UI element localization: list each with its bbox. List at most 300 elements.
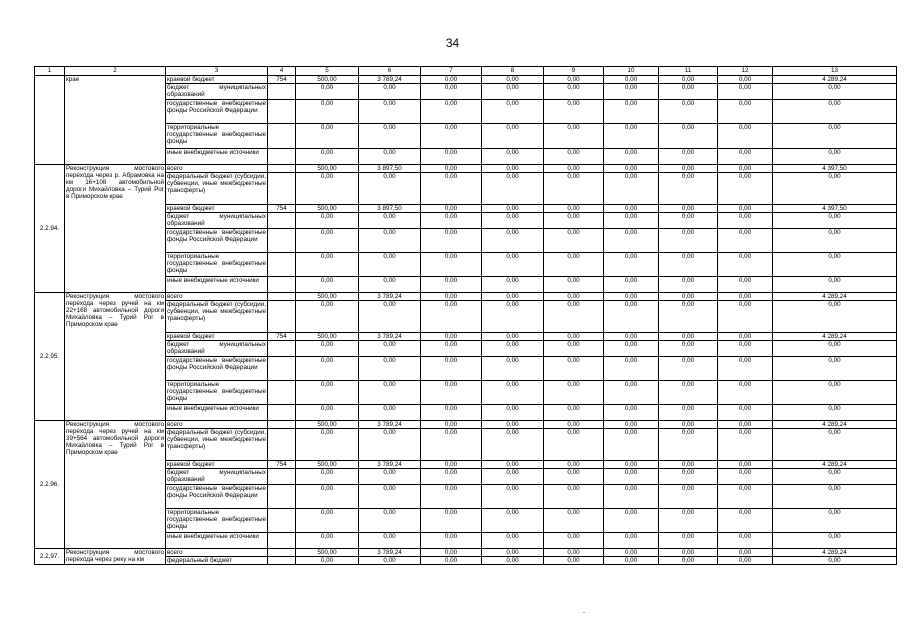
amount-cell: 0,00 xyxy=(482,277,544,293)
header-cell: 4 xyxy=(268,67,296,76)
header-cell: 9 xyxy=(544,67,604,76)
amount-cell: 0,00 xyxy=(773,124,897,149)
amount-cell: 0,00 xyxy=(773,213,897,229)
responsible-code-cell xyxy=(268,293,296,301)
amount-cell: 3 897,50 xyxy=(359,205,421,213)
amount-cell: 0,00 xyxy=(482,301,544,333)
responsible-code-cell xyxy=(268,469,296,485)
amount-cell: 0,00 xyxy=(544,405,604,421)
amount-cell: 0,00 xyxy=(773,229,897,253)
amount-cell: 0,00 xyxy=(604,173,659,205)
amount-cell: 0,00 xyxy=(604,165,659,173)
amount-cell: 0,00 xyxy=(544,421,604,429)
responsible-code-cell xyxy=(268,277,296,293)
amount-cell: 0,00 xyxy=(296,277,359,293)
amount-cell: 0,00 xyxy=(421,421,482,429)
amount-cell: 0,00 xyxy=(482,149,544,165)
amount-cell: 0,00 xyxy=(718,229,773,253)
responsible-code-cell xyxy=(268,253,296,277)
responsible-code-cell: 754 xyxy=(268,205,296,213)
amount-cell: 0,00 xyxy=(359,381,421,405)
amount-cell: 0,00 xyxy=(359,253,421,277)
amount-cell: 0,00 xyxy=(604,421,659,429)
amount-cell: 0,00 xyxy=(718,173,773,205)
amount-cell: 0,00 xyxy=(359,341,421,357)
amount-cell: 0,00 xyxy=(421,333,482,341)
amount-cell: 0,00 xyxy=(544,469,604,485)
amount-cell: 0,00 xyxy=(482,357,544,381)
amount-cell: 0,00 xyxy=(359,533,421,549)
amount-cell: 0,00 xyxy=(296,84,359,100)
amount-cell: 3 789,24 xyxy=(359,76,421,84)
amount-cell: 0,00 xyxy=(604,213,659,229)
amount-cell: 0,00 xyxy=(604,429,659,461)
amount-cell: 0,00 xyxy=(296,341,359,357)
amount-cell: 0,00 xyxy=(421,173,482,205)
amount-cell: 0,00 xyxy=(421,509,482,533)
amount-cell: 4 289,24 xyxy=(773,461,897,469)
funding-source-cell: государственные внебюджетные фонды Российской Федерации xyxy=(166,100,268,124)
amount-cell: 0,00 xyxy=(359,485,421,509)
amount-cell: 0,00 xyxy=(718,213,773,229)
responsible-code-cell xyxy=(268,429,296,461)
amount-cell: 500,00 xyxy=(296,205,359,213)
amount-cell: 0,00 xyxy=(604,557,659,565)
amount-cell: 0,00 xyxy=(659,557,718,565)
responsible-code-cell xyxy=(268,100,296,124)
amount-cell: 500,00 xyxy=(296,549,359,557)
amount-cell: 500,00 xyxy=(296,76,359,84)
amount-cell: 0,00 xyxy=(604,100,659,124)
amount-cell: 0,00 xyxy=(296,557,359,565)
amount-cell: 0,00 xyxy=(718,76,773,84)
amount-cell: 0,00 xyxy=(482,100,544,124)
amount-cell: 0,00 xyxy=(544,165,604,173)
amount-cell: 0,00 xyxy=(659,84,718,100)
amount-cell: 0,00 xyxy=(718,549,773,557)
amount-cell: 0,00 xyxy=(659,461,718,469)
amount-cell: 0,00 xyxy=(482,533,544,549)
amount-cell: 0,00 xyxy=(773,173,897,205)
amount-cell: 0,00 xyxy=(659,429,718,461)
amount-cell: 0,00 xyxy=(421,124,482,149)
amount-cell: 0,00 xyxy=(604,469,659,485)
amount-cell: 0,00 xyxy=(482,421,544,429)
amount-cell: 0,00 xyxy=(544,301,604,333)
responsible-code-cell xyxy=(268,149,296,165)
amount-cell: 0,00 xyxy=(421,165,482,173)
amount-cell: 0,00 xyxy=(718,205,773,213)
responsible-code-cell xyxy=(268,124,296,149)
responsible-code-cell: 754 xyxy=(268,461,296,469)
amount-cell: 0,00 xyxy=(773,557,897,565)
amount-cell: 0,00 xyxy=(718,293,773,301)
amount-cell: 0,00 xyxy=(604,405,659,421)
amount-cell: 0,00 xyxy=(421,76,482,84)
amount-cell: 0,00 xyxy=(359,100,421,124)
amount-cell: 0,00 xyxy=(482,173,544,205)
amount-cell: 0,00 xyxy=(604,84,659,100)
amount-cell: 0,00 xyxy=(359,213,421,229)
responsible-code-cell xyxy=(268,421,296,429)
amount-cell: 0,00 xyxy=(773,253,897,277)
amount-cell: 0,00 xyxy=(359,509,421,533)
amount-cell: 0,00 xyxy=(718,333,773,341)
amount-cell: 0,00 xyxy=(659,76,718,84)
amount-cell: 0,00 xyxy=(544,461,604,469)
amount-cell: 0,00 xyxy=(659,341,718,357)
amount-cell: 0,00 xyxy=(773,357,897,381)
amount-cell: 0,00 xyxy=(544,213,604,229)
amount-cell: 0,00 xyxy=(659,533,718,549)
responsible-code-cell: 754 xyxy=(268,76,296,84)
amount-cell: 0,00 xyxy=(659,405,718,421)
amount-cell: 0,00 xyxy=(544,381,604,405)
responsible-code-cell xyxy=(268,381,296,405)
amount-cell: 0,00 xyxy=(421,253,482,277)
header-cell: 12 xyxy=(718,67,773,76)
amount-cell: 4 397,50 xyxy=(773,165,897,173)
amount-cell: 0,00 xyxy=(296,509,359,533)
amount-cell: 0,00 xyxy=(482,469,544,485)
amount-cell: 3 789,24 xyxy=(359,549,421,557)
amount-cell: 0,00 xyxy=(544,557,604,565)
amount-cell: 0,00 xyxy=(296,469,359,485)
header-cell: 11 xyxy=(659,67,718,76)
amount-cell: 0,00 xyxy=(718,165,773,173)
funding-source-cell: территориальные государственные внебюджетные фонды xyxy=(166,381,268,405)
amount-cell: 0,00 xyxy=(359,357,421,381)
amount-cell: 0,00 xyxy=(482,405,544,421)
measure-description-cell: Реконструкция мостового перехода через р. Абрамовка на км 16+108 автомобильной дороги Михайловка – Турий Рог в Приморском крае xyxy=(65,165,166,293)
amount-cell: 0,00 xyxy=(296,357,359,381)
amount-cell: 0,00 xyxy=(482,165,544,173)
responsible-code-cell xyxy=(268,533,296,549)
table-row xyxy=(35,549,897,557)
funding-source-cell: краевой бюджет xyxy=(166,205,268,213)
amount-cell: 0,00 xyxy=(482,429,544,461)
measure-description-cell: крае xyxy=(65,76,166,165)
amount-cell: 4 289,24 xyxy=(773,549,897,557)
amount-cell: 0,00 xyxy=(421,301,482,333)
measure-code-cell: 2.2.96. xyxy=(35,421,65,549)
amount-cell: 0,00 xyxy=(296,429,359,461)
amount-cell: 0,00 xyxy=(659,469,718,485)
amount-cell: 0,00 xyxy=(718,421,773,429)
measure-description-cell: Реконструкция мостового перехода через ручей на км 22+168 автомобильной дороги Михайловка – Турий Рог в Приморском крае xyxy=(65,293,166,421)
amount-cell: 0,00 xyxy=(773,84,897,100)
amount-cell: 0,00 xyxy=(604,124,659,149)
amount-cell: 0,00 xyxy=(482,253,544,277)
responsible-code-cell xyxy=(268,549,296,557)
funding-source-cell: федеральный бюджет (субсидии, субвенции, иные межбюджетные трансферты) xyxy=(166,429,268,461)
amount-cell: 0,00 xyxy=(544,229,604,253)
amount-cell: 0,00 xyxy=(359,469,421,485)
funding-source-cell: бюджет муниципальных образований xyxy=(167,84,266,99)
amount-cell: 0,00 xyxy=(359,277,421,293)
amount-cell: 3 789,24 xyxy=(359,293,421,301)
responsible-code-cell xyxy=(268,341,296,357)
amount-cell: 0,00 xyxy=(718,253,773,277)
amount-cell: 0,00 xyxy=(421,213,482,229)
amount-cell: 0,00 xyxy=(421,485,482,509)
amount-cell: 0,00 xyxy=(482,76,544,84)
amount-cell: 4 289,24 xyxy=(773,421,897,429)
amount-cell: 0,00 xyxy=(482,84,544,100)
amount-cell: 0,00 xyxy=(482,509,544,533)
amount-cell: 0,00 xyxy=(604,253,659,277)
amount-cell: 0,00 xyxy=(296,124,359,149)
header-cell: 1 xyxy=(35,67,65,76)
amount-cell: 0,00 xyxy=(544,173,604,205)
amount-cell: 0,00 xyxy=(421,357,482,381)
amount-cell: 0,00 xyxy=(773,509,897,533)
amount-cell: 0,00 xyxy=(544,76,604,84)
amount-cell: 0,00 xyxy=(421,229,482,253)
amount-cell: 0,00 xyxy=(659,549,718,557)
amount-cell: 0,00 xyxy=(718,84,773,100)
amount-cell: 0,00 xyxy=(604,149,659,165)
table-row xyxy=(35,293,897,301)
header-cell: 13 xyxy=(773,67,897,76)
amount-cell: 0,00 xyxy=(359,429,421,461)
measure-description-cell: Реконструкция мостового перехода через реку на км xyxy=(66,549,164,564)
funding-source-cell: краевой бюджет xyxy=(166,76,268,84)
amount-cell: 0,00 xyxy=(482,124,544,149)
amount-cell: 0,00 xyxy=(659,381,718,405)
amount-cell: 0,00 xyxy=(604,277,659,293)
amount-cell: 0,00 xyxy=(659,293,718,301)
amount-cell: 3 789,24 xyxy=(359,421,421,429)
amount-cell: 0,00 xyxy=(773,277,897,293)
funding-source-cell: бюджет муниципальных образований xyxy=(167,213,266,228)
amount-cell: 0,00 xyxy=(421,461,482,469)
responsible-code-cell xyxy=(268,84,296,100)
responsible-code-cell: 754 xyxy=(268,333,296,341)
amount-cell: 0,00 xyxy=(482,205,544,213)
responsible-code-cell xyxy=(268,509,296,533)
amount-cell: 0,00 xyxy=(482,461,544,469)
amount-cell: 0,00 xyxy=(718,405,773,421)
column-number-header xyxy=(35,67,897,76)
amount-cell: 0,00 xyxy=(718,509,773,533)
amount-cell: 0,00 xyxy=(421,293,482,301)
amount-cell: 0,00 xyxy=(296,173,359,205)
amount-cell: 0,00 xyxy=(544,341,604,357)
header-cell: 8 xyxy=(482,67,544,76)
amount-cell: 0,00 xyxy=(544,205,604,213)
amount-cell: 0,00 xyxy=(659,100,718,124)
amount-cell: 0,00 xyxy=(659,357,718,381)
amount-cell: 0,00 xyxy=(421,549,482,557)
amount-cell: 0,00 xyxy=(718,429,773,461)
amount-cell: 0,00 xyxy=(604,461,659,469)
funding-source-cell: федеральный бюджет xyxy=(166,557,268,565)
amount-cell: 4 289,24 xyxy=(773,76,897,84)
amount-cell: 0,00 xyxy=(296,100,359,124)
amount-cell: 0,00 xyxy=(544,84,604,100)
funding-source-cell: всего xyxy=(166,549,268,557)
amount-cell: 0,00 xyxy=(544,333,604,341)
amount-cell: 0,00 xyxy=(296,253,359,277)
amount-cell: 0,00 xyxy=(544,293,604,301)
responsible-code-cell xyxy=(268,173,296,205)
amount-cell: 0,00 xyxy=(482,549,544,557)
amount-cell: 0,00 xyxy=(659,301,718,333)
funding-source-cell: всего xyxy=(166,165,268,173)
amount-cell: 0,00 xyxy=(296,229,359,253)
amount-cell: 0,00 xyxy=(359,229,421,253)
amount-cell: 0,00 xyxy=(544,429,604,461)
amount-cell: 0,00 xyxy=(718,277,773,293)
amount-cell: 0,00 xyxy=(604,509,659,533)
amount-cell: 0,00 xyxy=(773,429,897,461)
funding-source-cell: территориальные государственные внебюджетные фонды xyxy=(166,253,268,277)
amount-cell: 0,00 xyxy=(604,341,659,357)
amount-cell: 0,00 xyxy=(604,293,659,301)
amount-cell: 0,00 xyxy=(296,405,359,421)
amount-cell: 0,00 xyxy=(718,149,773,165)
amount-cell: 0,00 xyxy=(421,429,482,461)
budget-table xyxy=(34,66,897,565)
amount-cell: 0,00 xyxy=(421,277,482,293)
amount-cell: 0,00 xyxy=(482,341,544,357)
responsible-code-cell xyxy=(268,165,296,173)
amount-cell: 0,00 xyxy=(718,100,773,124)
amount-cell: 0,00 xyxy=(296,485,359,509)
amount-cell: 0,00 xyxy=(421,100,482,124)
header-cell: 5 xyxy=(296,67,359,76)
measure-code-cell: 2.2.94. xyxy=(35,165,65,293)
amount-cell: 0,00 xyxy=(604,533,659,549)
funding-source-cell: всего xyxy=(166,293,268,301)
amount-cell: 0,00 xyxy=(544,549,604,557)
amount-cell: 0,00 xyxy=(604,76,659,84)
amount-cell: 4 289,24 xyxy=(773,333,897,341)
amount-cell: 0,00 xyxy=(482,485,544,509)
amount-cell: 0,00 xyxy=(544,357,604,381)
amount-cell: 3 897,50 xyxy=(359,165,421,173)
amount-cell: 0,00 xyxy=(296,533,359,549)
amount-cell: 0,00 xyxy=(421,205,482,213)
amount-cell: 0,00 xyxy=(604,381,659,405)
amount-cell: 0,00 xyxy=(544,277,604,293)
amount-cell: 0,00 xyxy=(421,469,482,485)
measure-description-cell: Реконструкция мостового перехода через ручей на км 39+564 автомобильной дороги Михайловка – Турий Рог в Приморском крае xyxy=(65,421,166,549)
amount-cell: 0,00 xyxy=(718,124,773,149)
amount-cell: 0,00 xyxy=(544,485,604,509)
amount-cell: 0,00 xyxy=(659,421,718,429)
amount-cell: 0,00 xyxy=(604,333,659,341)
header-cell: 6 xyxy=(359,67,421,76)
amount-cell: 0,00 xyxy=(773,149,897,165)
amount-cell: 500,00 xyxy=(296,461,359,469)
amount-cell: 0,00 xyxy=(544,533,604,549)
amount-cell: 0,00 xyxy=(544,124,604,149)
amount-cell: 0,00 xyxy=(421,405,482,421)
amount-cell: 0,00 xyxy=(544,100,604,124)
funding-source-cell: иные внебюджетные источники xyxy=(166,405,268,421)
header-cell: 2 xyxy=(65,67,166,76)
responsible-code-cell xyxy=(268,357,296,381)
measure-code-cell: 2.2.97. xyxy=(35,549,65,565)
funding-source-cell: иные внебюджетные источники xyxy=(166,277,268,293)
amount-cell: 0,00 xyxy=(359,84,421,100)
amount-cell: 0,00 xyxy=(718,341,773,357)
amount-cell: 0,00 xyxy=(718,557,773,565)
amount-cell: 0,00 xyxy=(421,557,482,565)
page-number: 34 xyxy=(445,36,460,50)
funding-source-cell: территориальные государственные внебюджетные фонды xyxy=(166,509,268,533)
amount-cell: 0,00 xyxy=(421,381,482,405)
amount-cell: 0,00 xyxy=(296,213,359,229)
amount-cell: 0,00 xyxy=(773,485,897,509)
amount-cell: 4 397,50 xyxy=(773,205,897,213)
funding-source-cell: краевой бюджет xyxy=(166,461,268,469)
amount-cell: 0,00 xyxy=(604,205,659,213)
amount-cell: 0,00 xyxy=(482,213,544,229)
funding-source-cell: федеральный бюджет (субсидии, субвенции, иные межбюджетные трансферты) xyxy=(166,301,268,333)
amount-cell: 0,00 xyxy=(659,149,718,165)
funding-source-cell: государственные внебюджетные фонды Российской Федерации xyxy=(166,357,268,381)
amount-cell: 0,00 xyxy=(421,533,482,549)
amount-cell: 0,00 xyxy=(482,229,544,253)
amount-cell: 0,00 xyxy=(773,469,897,485)
amount-cell: 0,00 xyxy=(718,381,773,405)
amount-cell: 0,00 xyxy=(718,301,773,333)
amount-cell: 0,00 xyxy=(604,549,659,557)
amount-cell: 0,00 xyxy=(659,165,718,173)
responsible-code-cell xyxy=(268,229,296,253)
header-cell: 10 xyxy=(604,67,659,76)
amount-cell: 0,00 xyxy=(482,333,544,341)
amount-cell: 0,00 xyxy=(296,301,359,333)
amount-cell: 3 789,24 xyxy=(359,461,421,469)
measure-code-cell xyxy=(35,76,65,165)
amount-cell: 0,00 xyxy=(359,301,421,333)
amount-cell: 0,00 xyxy=(359,173,421,205)
amount-cell: 0,00 xyxy=(659,253,718,277)
amount-cell: 0,00 xyxy=(718,533,773,549)
funding-source-cell: бюджет муниципальных образований xyxy=(167,469,266,484)
amount-cell: 500,00 xyxy=(296,293,359,301)
amount-cell: 500,00 xyxy=(296,165,359,173)
amount-cell: 0,00 xyxy=(604,301,659,333)
amount-cell: 0,00 xyxy=(659,277,718,293)
amount-cell: 0,00 xyxy=(659,173,718,205)
funding-source-cell: иные внебюджетные источники xyxy=(166,533,268,549)
amount-cell: 0,00 xyxy=(544,253,604,277)
funding-source-cell: государственные внебюджетные фонды Российской Федерации xyxy=(166,485,268,509)
amount-cell: 0,00 xyxy=(296,381,359,405)
amount-cell: 0,00 xyxy=(659,229,718,253)
responsible-code-cell xyxy=(268,557,296,565)
amount-cell: 0,00 xyxy=(773,100,897,124)
amount-cell: 0,00 xyxy=(359,149,421,165)
funding-source-cell: государственные внебюджетные фонды Российской Федерации xyxy=(166,229,268,253)
amount-cell: 0,00 xyxy=(773,341,897,357)
amount-cell: 0,00 xyxy=(659,213,718,229)
responsible-code-cell xyxy=(268,485,296,509)
amount-cell: 0,00 xyxy=(359,405,421,421)
amount-cell: 0,00 xyxy=(421,84,482,100)
amount-cell: 3 789,24 xyxy=(359,333,421,341)
amount-cell: 0,00 xyxy=(421,341,482,357)
funding-source-cell: краевой бюджет xyxy=(166,333,268,341)
amount-cell: 0,00 xyxy=(544,149,604,165)
measure-code-cell: 2.2.95. xyxy=(35,293,65,421)
amount-cell: 0,00 xyxy=(718,485,773,509)
